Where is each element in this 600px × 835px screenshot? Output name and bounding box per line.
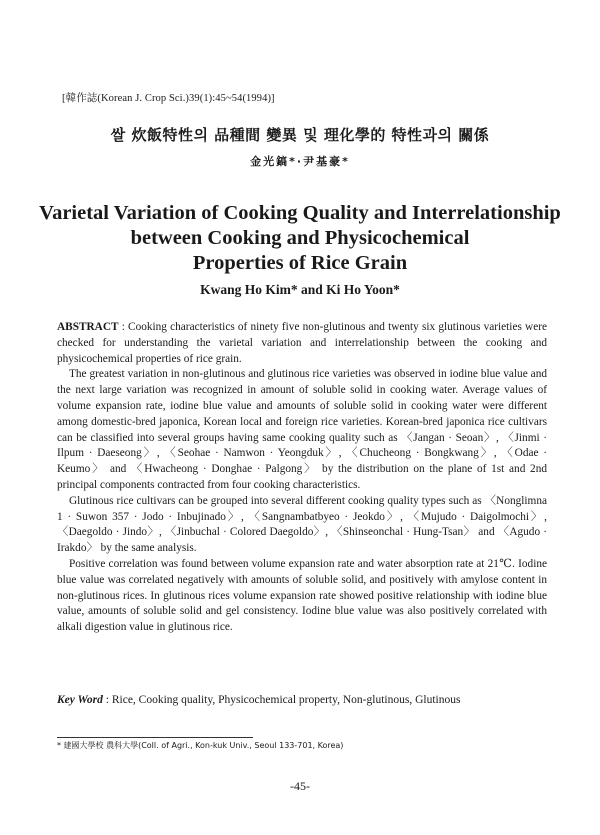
abstract-paragraph: Glutinous rice cultivars can be grouped into several different cooking quality types such as 〈Nonglimna 1 · Suwon 357 · Jodo · Inbujinado〉, 〈Sangnambatbyeo · Jeokdo〉, 〈Mujudo · Daigolmochi〉, 〈Daegoldo · Jindo〉, 〈Jinbuchal · Colored Daegoldo〉, 〈Shinseonchal · Hung-Tsan〉 and 〈Agudo · Irakdo〉 by the same analysis.	[57, 494, 547, 555]
title-line: Properties of Rice Grain	[192, 252, 408, 274]
abstract-label: ABSTRACT	[57, 321, 119, 333]
korean-authors: 金光鎬*·尹基豪*	[250, 155, 350, 168]
page-number: -45-	[290, 779, 310, 793]
abstract-paragraph	[57, 320, 547, 367]
title-line: Varietal Variation of Cooking Quality and Interrelationship	[39, 202, 561, 224]
affiliation-footnote: * 建國大學校 農科大學(Coll. of Agri., Kon-kuk Univ., Seoul 133-701, Korea)	[57, 741, 344, 750]
keywords-text: Rice, Cooking quality, Physicochemical property, Non-glutinous, Glutinous	[111, 694, 461, 706]
abstract	[57, 320, 547, 636]
abstract-separator: :	[118, 321, 129, 333]
journal-citation: [韓作誌(Korean J. Crop Sci.)39(1):45~54(1994)]	[62, 93, 275, 104]
keywords	[57, 694, 547, 706]
title-line: between Cooking and Physicochemical	[130, 227, 470, 249]
keywords-separator: :	[102, 694, 112, 706]
keywords-label: Key Word	[57, 694, 103, 706]
abstract-paragraph: Positive correlation was found between volume expansion rate and water absorption rate at 21℃. Iodine blue value was correlated negatively with amounts of soluble solid, and positively with amylose content in non-glutinous rices. In glutinous rices volume expansion rate showed positive relationship with iodine blue value, amounts of soluble solid and gel consistency. Iodine blue value was also positively correlated with alkali digestion value in glutinous rice.	[57, 557, 547, 634]
paper-title	[0, 201, 600, 276]
footnote-divider	[57, 737, 253, 738]
paper-authors: Kwang Ho Kim* and Ki Ho Yoon*	[200, 282, 400, 297]
abstract-paragraph: The greatest variation in non-glutinous and glutinous rice varieties was observed in iodine blue value and the next large variation was recognized in amount of soluble solid in cooking water. Average values of volume expansion rate, iodine blue value and amounts of soluble solid in cooking water were different among domestic-bred japonica, Korean local and foreign rice varieties. Korean-bred japonica rice cultivars can be classified into several groups having same cooking quality such as 〈Jangan · Seoan〉, 〈Jinmi · Ilpum · Daeseong〉, 〈Seohae · Namwon · Yeongduk〉, 〈Chucheong · Bongkwang〉, 〈Odae · Keumo〉 and 〈Hwacheong · Donghae · Palgong〉 by the distribution on the plane of 1st and 2nd principal components contracted from four cooking characteristics.	[57, 368, 547, 491]
abstract-text: Cooking characteristics of ninety five non-glutinous and twenty six glutinous varieties were checked for understanding the varietal variation and interrelationship between the cooking and physicochemical properties of rice grain.	[57, 321, 547, 365]
korean-title: 쌀 炊飯特性의 品種間 變異 및 理化學的 特性과의 關係	[110, 126, 490, 144]
